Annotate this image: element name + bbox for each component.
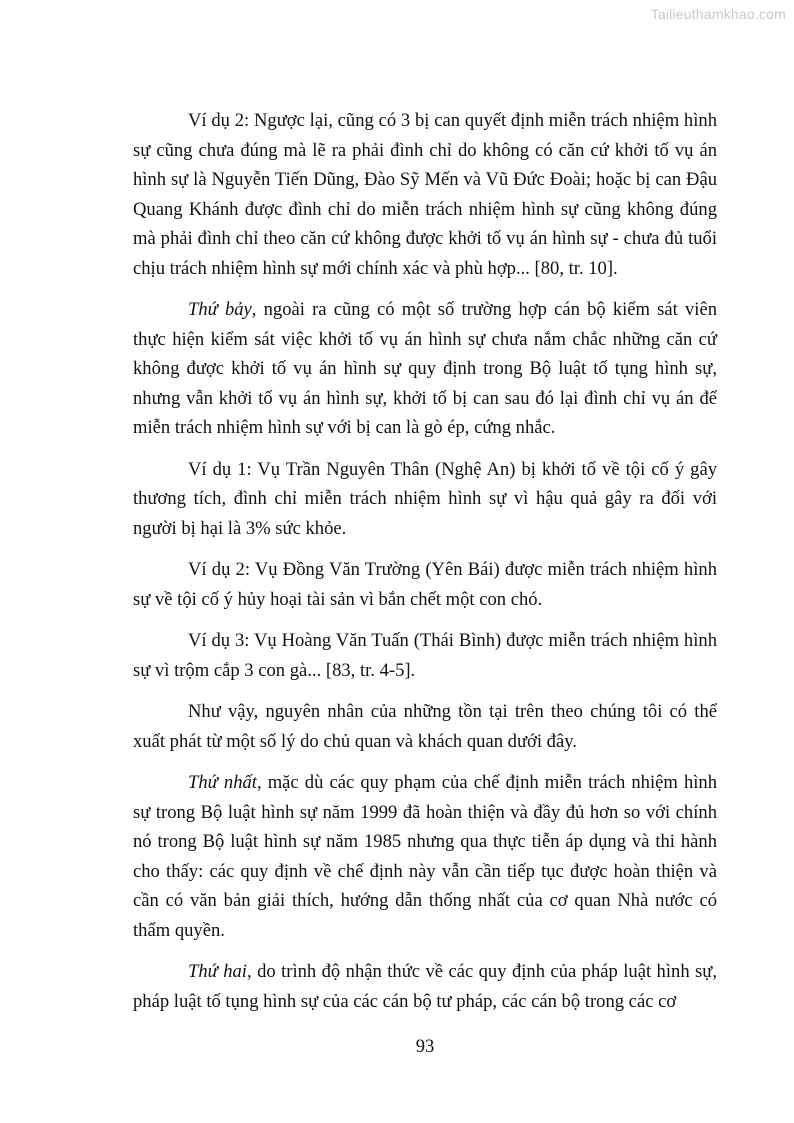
text-line — [133, 106, 717, 136]
line-text: miễn trách nhiệm hình sự với bị can là gò ép, cứng nhắc. — [133, 417, 556, 438]
line-text: , ngoài ra cũng có một số trường hợp cán bộ kiểm sát viên — [251, 299, 717, 320]
text-line — [133, 656, 717, 686]
line-text: xuất phát từ một số lý do chủ quan và khách quan dưới đây. — [133, 730, 577, 752]
paragraph — [133, 768, 717, 945]
line-text: , mặc dù các quy phạm của chế định miễn trách nhiệm hình — [256, 772, 718, 793]
line-text: Quang Khánh được đình chỉ do miễn trách nhiệm hình sự cũng không đúng — [133, 198, 717, 220]
text-line — [133, 195, 717, 225]
page-number: 93 — [415, 1036, 435, 1057]
paragraph-lead: Thứ nhất — [188, 772, 257, 793]
paragraph — [133, 626, 717, 685]
text-line — [133, 798, 717, 828]
line-text: pháp luật tố tụng hình sự của các cán bộ tư pháp, các cán bộ trong các cơ — [133, 990, 677, 1012]
paragraph — [133, 106, 717, 283]
text-line — [133, 626, 717, 656]
text-line — [133, 916, 717, 946]
line-text: nhưng vẫn khởi tố vụ án hình sự, khởi tố bị can sau đó lại đình chỉ vụ án để — [133, 387, 717, 409]
text-line — [133, 484, 717, 514]
text-line — [133, 514, 717, 544]
line-text: Ví dụ 2: Ngược lại, cũng có 3 bị can quyết định miễn trách nhiệm hình — [188, 110, 717, 131]
line-text: sự về tội cố ý hủy hoại tài sản vì bắn chết một con chó. — [133, 588, 543, 610]
text-line — [133, 957, 717, 987]
text-line — [133, 555, 717, 585]
line-text: , do trình độ nhận thức về các quy định của pháp luật hình sự, — [246, 961, 718, 982]
line-text: thương tích, đình chỉ miễn trách nhiệm hình sự vì hậu quả gây ra đối với — [133, 488, 717, 509]
paragraph — [133, 295, 717, 443]
paragraph — [133, 455, 717, 544]
text-line — [133, 987, 717, 1017]
line-text: cần có văn bản giải thích, hướng dẫn thống nhất của cơ quan Nhà nước có — [133, 890, 717, 911]
line-text: hình sự là Nguyễn Tiến Dũng, Đào Sỹ Mến và Vũ Đức Đoài; hoặc bị can Đậu — [133, 169, 717, 190]
line-text: Như vậy, nguyên nhân của những tồn tại trên theo chúng tôi có thể — [188, 701, 717, 722]
text-line — [133, 727, 717, 757]
text-line — [133, 295, 717, 325]
text-line — [133, 254, 717, 284]
line-text: sự trong Bộ luật hình sự năm 1999 đã hoàn thiện và đầy đủ hơn so với chính — [133, 801, 717, 823]
line-text: không được khởi tố vụ án hình sự quy định trong Bộ luật tố tụng hình sự, — [133, 358, 717, 379]
text-line — [133, 224, 717, 254]
line-text: sự vì trộm cắp 3 con gà... [83, tr. 4-5]. — [133, 659, 416, 681]
text-line — [133, 136, 717, 166]
line-text: người bị hại là 3% sức khỏe. — [133, 517, 347, 539]
text-line — [133, 354, 717, 384]
text-line — [133, 455, 717, 485]
line-text: mà phải đình chỉ theo căn cứ không được khởi tố vụ án hình sự - chưa đủ tuổi — [133, 228, 717, 249]
paragraph-lead: Thứ hai — [188, 961, 247, 982]
text-line — [133, 413, 717, 443]
line-text: sự cũng chưa đúng mà lẽ ra phải đình chỉ do không có căn cứ khởi tố vụ án — [133, 139, 717, 161]
line-text: thực hiện kiểm sát việc khởi tố vụ án hình sự chưa nắm chắc những căn cứ — [133, 328, 717, 350]
text-line — [133, 857, 717, 887]
line-text: thẩm quyền. — [133, 919, 225, 941]
text-line — [133, 768, 717, 798]
text-line — [133, 697, 717, 727]
text-line — [133, 886, 717, 916]
line-text: cho thấy: các quy định về chế định này vẫn cần tiếp tục được hoàn thiện và — [133, 860, 717, 882]
line-text: Ví dụ 2: Vụ Đồng Văn Trường (Yên Bái) được miễn trách nhiệm hình — [188, 559, 717, 580]
line-text: Ví dụ 1: Vụ Trần Nguyên Thân (Nghệ An) bị khởi tố về tội cố ý gây — [188, 458, 717, 480]
document-body — [133, 106, 717, 1028]
paragraph — [133, 555, 717, 614]
watermark: Tailieuthamkhao.com — [650, 6, 786, 22]
line-text: Ví dụ 3: Vụ Hoàng Văn Tuấn (Thái Bình) được miễn trách nhiệm hình — [188, 630, 717, 651]
line-text: chịu trách nhiệm hình sự mới chính xác và phù hợp... [80, tr. 10]. — [133, 257, 618, 279]
text-line — [133, 384, 717, 414]
text-line — [133, 827, 717, 857]
text-line — [133, 325, 717, 355]
paragraph-lead: Thứ bảy — [188, 299, 252, 320]
text-line — [133, 165, 717, 195]
paragraph — [133, 957, 717, 1016]
line-text: nó trong Bộ luật hình sự năm 1985 nhưng qua thực tiễn áp dụng và thi hành — [133, 831, 717, 852]
paragraph — [133, 697, 717, 756]
text-line — [133, 585, 717, 615]
